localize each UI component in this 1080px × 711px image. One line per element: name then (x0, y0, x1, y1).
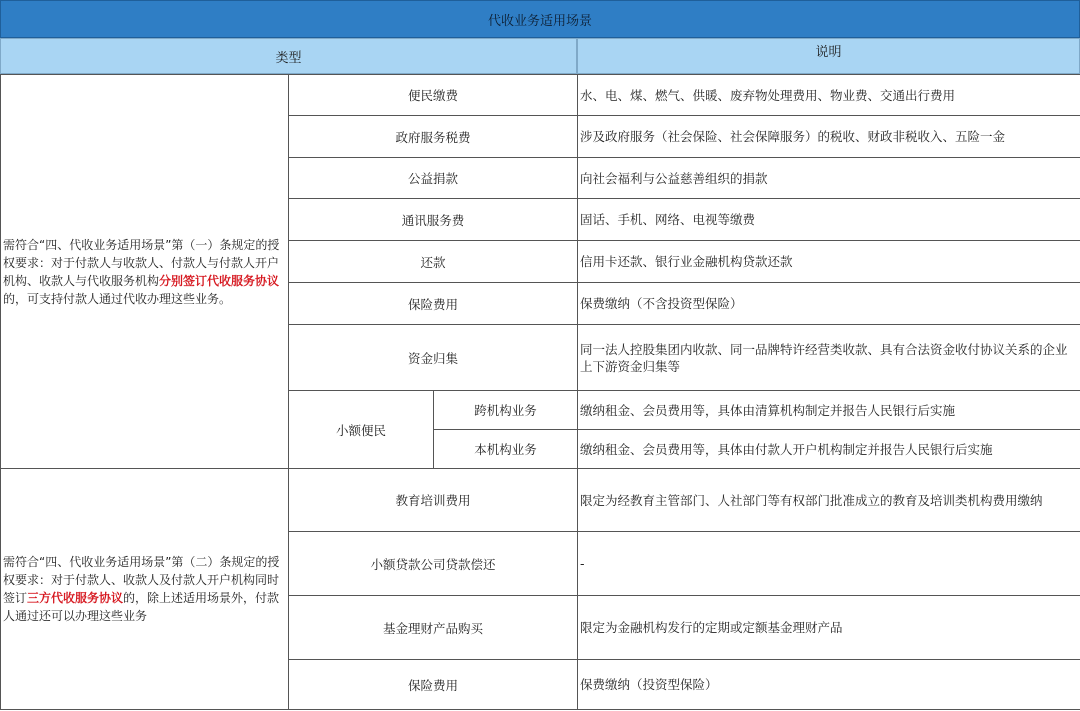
description-cell: 固话、手机、网络、电视等缴费 (578, 199, 1080, 241)
description-cell: 信用卡还款、银行业金融机构贷款还款 (578, 241, 1080, 283)
table-row (1, 469, 1080, 532)
description-cell: 缴纳租金、会员费用等，具体由清算机构制定并报告人民银行后实施 (578, 391, 1080, 430)
category-cell: 保险费用 (289, 660, 578, 710)
header-type: 类型 (0, 38, 577, 74)
description-cell: 同一法人控股集团内收款、同一品牌特许经营类收款、具有合法资金收付协议关系的企业上下游资金归集等 (578, 325, 1080, 391)
subcategory-cell: 本机构业务 (434, 430, 578, 469)
category-cell: 还款 (289, 241, 578, 283)
category-cell: 通讯服务费 (289, 199, 578, 241)
description-cell: 涉及政府服务（社会保险、社会保障服务）的税收、财政非税收入、五险一金 (578, 116, 1080, 158)
group2-highlight: 三方代收服务协议 (27, 591, 124, 605)
header-description: 说明 (577, 38, 1080, 74)
description-cell: 水、电、煤、燃气、供暖、废弃物处理费用、物业费、交通出行费用 (578, 75, 1080, 116)
group1-highlight: 分别签订代收服务协议 (159, 273, 280, 288)
table-title: 代收业务适用场景 (0, 0, 1080, 38)
description-cell: 限定为金融机构发行的定期或定额基金理财产品 (578, 596, 1080, 660)
description-cell: 保费缴纳（投资型保险） (578, 660, 1080, 710)
description-cell: 向社会福利与公益慈善组织的捐款 (578, 158, 1080, 199)
description-cell: 保费缴纳（不含投资型保险） (578, 283, 1080, 325)
description-cell: - (578, 532, 1080, 596)
category-cell: 公益捐款 (289, 158, 578, 199)
category-cell: 教育培训费用 (289, 469, 578, 532)
category-cell: 基金理财产品购买 (289, 596, 578, 660)
scenarios-table (0, 74, 1080, 710)
category-cell-small: 小额便民 (289, 391, 434, 469)
category-cell: 政府服务税费 (289, 116, 578, 158)
group1-requirement: 需符合“四、代收业务适用场景”第（一）条规定的授权要求：对于付款人与收款人、付款人与付款人开户机构、收款人与代收服务机构分别签订代收服务协议的，可支持付款人通过代收办理这些业务。 (1, 75, 289, 469)
subcategory-cell: 跨机构业务 (434, 391, 578, 430)
group2-requirement: 需符合“四、代收业务适用场景”第（二）条规定的授权要求：对于付款人、收款人及付款人开户机构同时签订三方代收服务协议的，除上述适用场景外，付款人通过还可以办理这些业务 (1, 469, 289, 710)
description-cell: 缴纳租金、会员费用等，具体由付款人开户机构制定并报告人民银行后实施 (578, 430, 1080, 469)
category-cell: 资金归集 (289, 325, 578, 391)
table-row (1, 75, 1080, 116)
category-cell: 保险费用 (289, 283, 578, 325)
description-cell: 限定为经教育主管部门、人社部门等有权部门批准成立的教育及培训类机构费用缴纳 (578, 469, 1080, 532)
category-cell: 小额贷款公司贷款偿还 (289, 532, 578, 596)
category-cell: 便民缴费 (289, 75, 578, 116)
